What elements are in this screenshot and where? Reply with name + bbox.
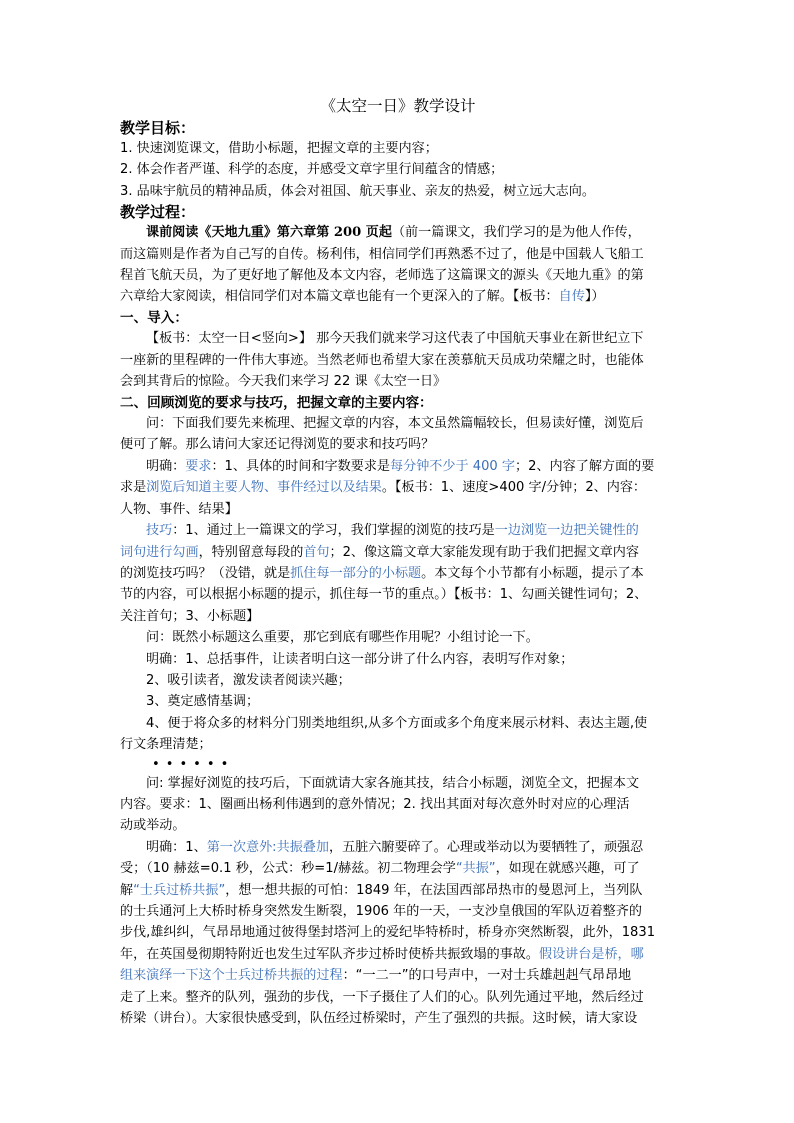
answer-text: 。【板书：1、速度>400 字/分钟；2、内容： — [381, 480, 647, 496]
goals-heading: 教学目标： — [120, 119, 196, 137]
question-line: 内容。要求：1、圈画出杨利伟遇到的意外情况；2. 找出其面对每次意外时对应的心理活 — [120, 796, 630, 812]
answer-line — [120, 965, 676, 986]
skill-line — [120, 563, 676, 584]
preread-text: （前一篇课文，我们学习的是为他人作传， — [391, 225, 641, 241]
answer-text: ；2、内容了解方面的要 — [515, 458, 655, 474]
answer-line — [120, 837, 676, 858]
question-line: 便可了解。那么请问大家还记得浏览的要求和技巧吗？ — [120, 437, 435, 453]
highlight-text: “共振” — [455, 861, 496, 877]
highlight-text: 一边浏览一边把关键性的 — [494, 523, 639, 539]
answer-line: 行文条理清楚； — [120, 737, 212, 753]
answer-line — [120, 477, 676, 498]
skill-text: ，特别留意每段的 — [198, 544, 304, 560]
answer-line — [120, 944, 676, 965]
preread-line — [120, 286, 676, 307]
highlight-text: 技巧 — [146, 523, 173, 539]
skill-line: 关注首句；3、小标题】 — [120, 608, 260, 624]
skill-text: ；2、像这篇文章大家能发现有助于我们把握文章内容 — [329, 544, 639, 560]
preread-line: 而这篇则是作者为自己写的自传。杨利伟，相信同学们再熟悉不过了，他是中国载人飞船工 — [120, 246, 644, 262]
answer-line: 2、吸引读者，激发读者阅读兴趣； — [146, 672, 351, 688]
answer-line: 桥梁（讲台）。大家很快感受到，队伍经过桥梁时，产生了强烈的共振。这时候，请大家设 — [120, 1011, 638, 1027]
goal-item: 3. 品味宇航员的精神品质，体会对祖国、航天事业、亲友的热爱，树立远大志向。 — [120, 183, 595, 199]
question-line: 动或举动。 — [120, 818, 186, 834]
highlight-text: 第一次意外:共振叠加 — [206, 839, 329, 855]
blackboard-note: 自传 — [558, 289, 585, 305]
highlight-text: 假设讲台是桥，哪 — [539, 946, 644, 962]
answer-text: ：1、具体的时间和字数要求是 — [211, 458, 391, 474]
answer-text: 明确： — [146, 458, 186, 474]
preread-text: 】） — [584, 289, 605, 305]
preread-line — [120, 222, 676, 243]
answer-line: 走了上来。整齐的队列，强劲的步伐，一下子摄住了人们的心。队列先通过平地，然后经过 — [120, 989, 644, 1005]
answer-line: 的士兵通河上大桥时桥身突然发生断裂，1906 年的一天，一支沙皇俄国的军队迈着整齐的 — [120, 904, 642, 919]
question-line: 问: 掌握好浏览的技巧后，下面就请大家各施其技，结合小标题，浏览全文，把握本文 — [146, 775, 640, 791]
intro-line: 【板书：太空一日<竖向>】 那今天我们就来学习这代表了中国航天事业在新世纪立下 — [146, 331, 644, 347]
question-line: 问：既然小标题这么重要，那它到底有哪些作用呢？小组讨论一下。 — [146, 630, 539, 646]
section-heading-intro: 一、导入： — [120, 309, 188, 326]
process-heading: 教学过程： — [120, 203, 196, 222]
intro-line: 一座新的里程碑的一件伟大事迹。当然老师也希望大家在羡慕航天员成功荣耀之时，也能体 — [120, 352, 644, 368]
answer-text: ：“一二一”的口号声中，一对士兵雄赳赳气昂昂地 — [342, 968, 632, 984]
page-title: 《太空一日》教学设计 — [320, 97, 476, 115]
goal-item: 2. 体会作者严谨、科学的态度，并感受文章字里行间蕴含的情感； — [120, 162, 504, 178]
skill-text: 的浏览技巧吗？（没错，就是 — [120, 565, 291, 581]
answer-text: 年，在英国曼彻期特附近也发生过军队齐步过桥时使桥共振致塌的事故。 — [120, 946, 539, 962]
answer-line: 步伐,雄纠纠，气昂昂地通过彼得堡封塔河上的爱纪毕特桥时，桥身亦突然断裂，此外，1831 — [120, 925, 656, 941]
document-page — [120, 94, 676, 1029]
answer-text: ，想一想共振的可怕：1849 年，在法国西部昂热市的曼恩河上，当列队 — [225, 882, 643, 898]
question-line: 问：下面我们要先来梳理、把握文章的内容，本文虽然篇幅较长，但易读好懂，浏览后 — [146, 416, 644, 432]
answer-text: ，如现在就感兴趣，可了 — [495, 861, 640, 877]
answer-line: 3、奠定感情基调； — [146, 694, 260, 710]
highlight-text: 浏览后知道主要人物、事件经过以及结果 — [146, 480, 382, 496]
answer-text: 明确：1、 — [146, 839, 207, 855]
answer-line: 明确：1、总括事件，让读者明白这一部分讲了什么内容，表明写作对象； — [146, 651, 574, 667]
highlight-text: 组来演绎一下这个士兵过桥共振的过程 — [120, 968, 343, 984]
highlight-text: 抓住每一部分的小标题 — [290, 565, 422, 581]
answer-line — [120, 880, 676, 901]
answer-line: 人物、事件、结果】 — [120, 501, 238, 517]
skill-line — [120, 520, 676, 541]
highlight-text: 首句 — [303, 544, 330, 560]
preread-text: 六章给大家阅读，相信同学们对本篇文章也能有一个更深入的了解。【板书： — [120, 289, 559, 305]
skill-text: 。本文每个小节都有小标题，提示了本 — [421, 565, 644, 581]
skill-text: ：1、通过上一篇课文的学习，我们掌握的浏览的技巧是 — [172, 523, 495, 539]
skill-line: 节的内容，可以根据小标题的提示，抓住每一节的重点。）【板书：1、勾画关键性词句；2、 — [120, 587, 648, 603]
highlight-text: 词句进行勾画 — [120, 544, 199, 560]
answer-text: 求是 — [120, 480, 147, 496]
ellipsis-dots: •••••• — [152, 756, 235, 772]
answer-line: 4、便于将众多的材料分门别类地组织,从多个方面或多个角度来展示材料、表达主题,使 — [146, 715, 648, 731]
answer-text: 受；（10 赫兹=0.1 秒，公式：秒=1/赫兹。初二物理会学 — [120, 861, 456, 877]
answer-text: 解 — [120, 882, 134, 898]
answer-line — [120, 456, 676, 477]
highlight-text: “士兵过桥共振” — [133, 882, 226, 898]
intro-line: 会到其背后的惊险。今天我们来学习 22 课《太空一日》 — [120, 374, 447, 390]
preread-bold-text: 课前阅读《天地九重》第六章第 200 页起 — [146, 225, 392, 241]
answer-line — [120, 858, 676, 879]
answer-text: ，五脏六腑要碎了。心理或举动以为要牺牲了，顽强忍 — [328, 839, 644, 855]
highlight-text: 要求 — [185, 458, 212, 474]
skill-line — [120, 542, 676, 563]
goal-item: 1. 快速浏览课文，借助小标题，把握文章的主要内容； — [120, 141, 438, 156]
preread-line: 程首飞航天员，为了更好地了解他及本文内容，老师选了这篇课文的源头《天地九重》的第 — [120, 268, 644, 284]
highlight-text: 每分钟不少于 400 字 — [390, 458, 516, 474]
section-heading-review: 二、回顾浏览的要求与技巧，把握文章的主要内容： — [120, 394, 433, 411]
